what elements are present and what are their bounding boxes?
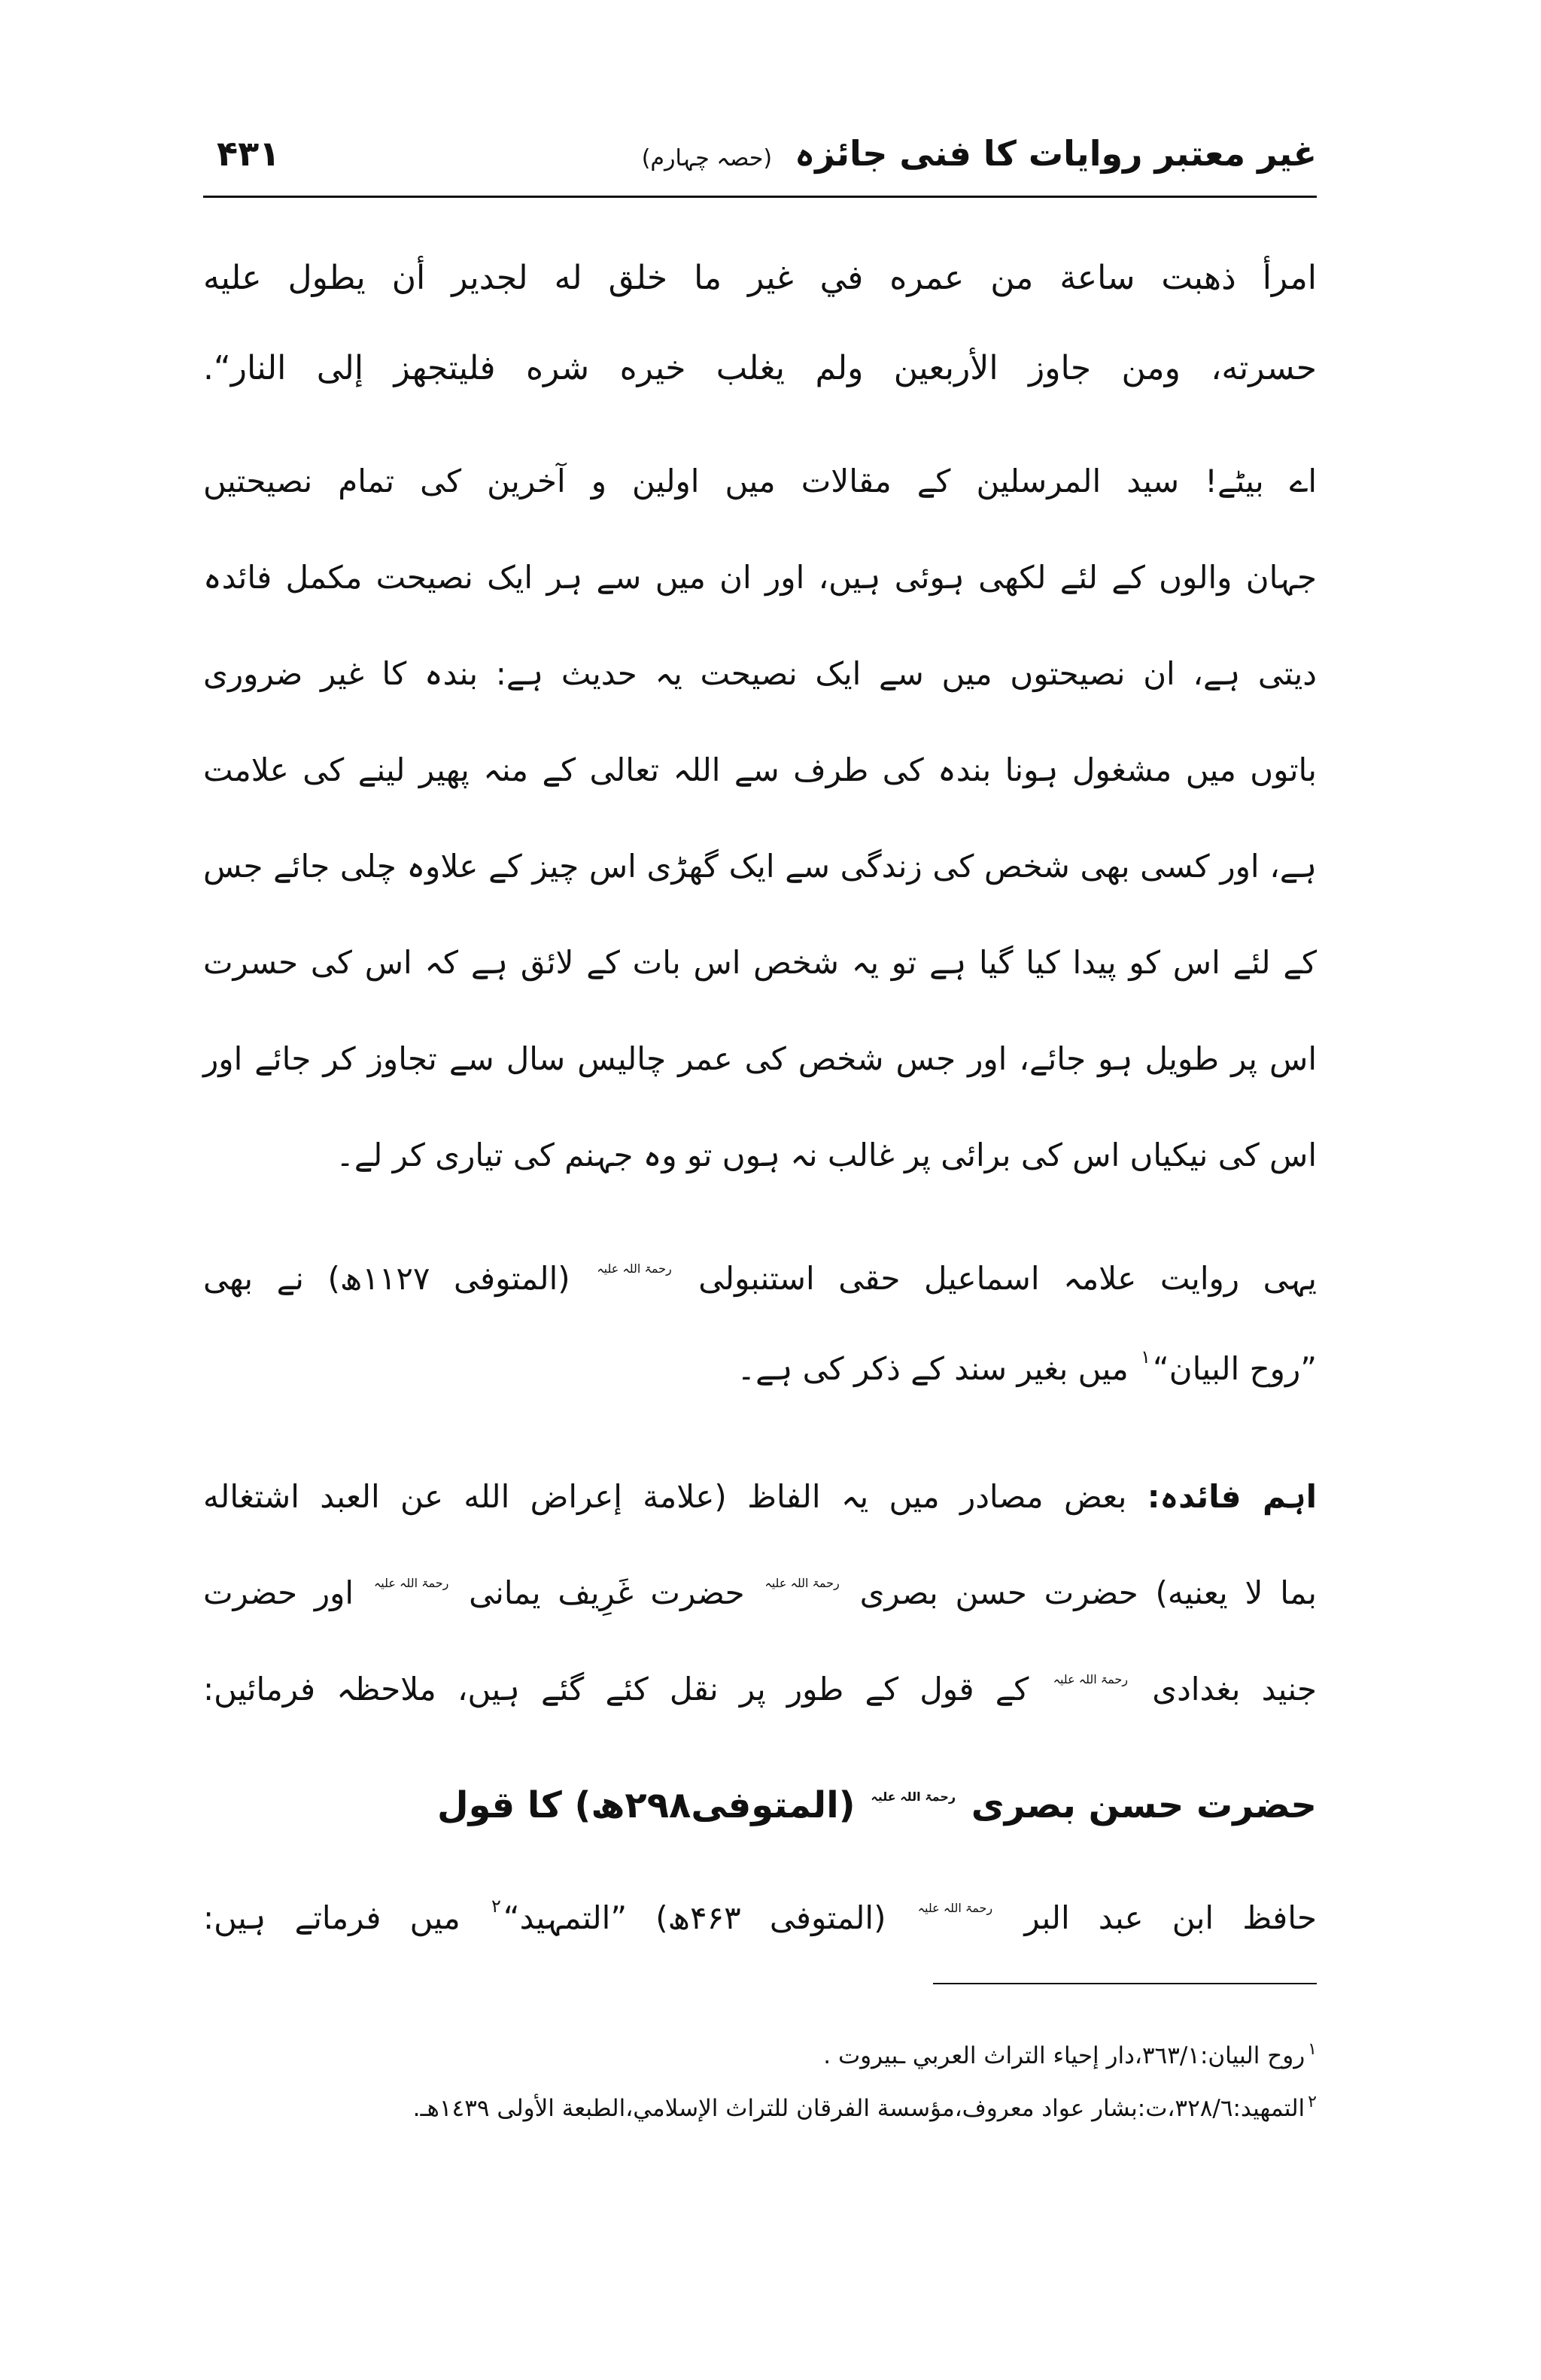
translation-line: باتوں میں مشغول ہونا بندہ کی طرف سے اللہ تعالی کے منہ پھیر لینے کی علامت xyxy=(203,751,1317,788)
running-header xyxy=(203,119,1317,188)
footnote-item xyxy=(203,2023,1317,2076)
footnote-marker: ۲ xyxy=(1308,2093,1317,2111)
translation-line: اس کی نیکیاں اس کی برائی پر غالب نہ ہوں تو وہ جہنم کی تیاری کر لے۔ xyxy=(336,1137,1317,1173)
narration-text: میں بغیر سند کے ذکر کی ہے۔ xyxy=(737,1350,1129,1387)
note-text: بعض مصادر میں یہ الفاظ (علامة إعراض الله عن العبد اشتغاله xyxy=(203,1478,1127,1515)
footnote-item xyxy=(203,2076,1317,2129)
narration-line xyxy=(203,1324,1317,1414)
note-line xyxy=(203,1545,1317,1641)
arabic-quote xyxy=(203,233,1317,414)
honorific-mark: رحمۃ اللہ علیہ xyxy=(1053,1672,1129,1686)
translation-line: اس پر طویل ہو جائے، اور جس شخص کی عمر چالیس سال سے تجاوز کر جائے اور xyxy=(203,1040,1317,1077)
note-text: حضرت غَرِیف یمانی xyxy=(469,1574,745,1611)
header-rule xyxy=(203,196,1317,198)
footnote-text: التمهيد:٣٢٨/٦،ت:بشار عواد معروف،مؤسسة الفرقان للتراث الإسلامي،الطبعة الأولى ١٤٣٩هـ. xyxy=(412,2095,1305,2122)
translation-line: ہے، اور کسی بھی شخص کی زندگی سے ایک گھڑی اس چیز کے علاوہ چلی جائے جس xyxy=(203,848,1317,885)
note-paragraph xyxy=(203,1449,1317,1738)
translation-line: جہان والوں کے لئے لکھی ہوئی ہیں، اور ان میں سے ہر ایک نصیحت مکمل فائدہ xyxy=(203,559,1317,596)
page-number: ۴۳۱ xyxy=(217,133,281,174)
translation-line: دیتی ہے، ان نصیحتوں میں سے ایک نصیحت یہ حدیث ہے: بندہ کا غیر ضروری xyxy=(203,655,1317,692)
book-part: (حصہ چہارم) xyxy=(641,145,773,172)
honorific-mark: رحمۃ اللہ علیہ xyxy=(764,1576,840,1590)
heading-text: (المتوفی۲۹۸ھ) کا قول xyxy=(436,1784,856,1826)
translation-paragraph xyxy=(203,433,1317,1204)
footnote-ref-1: ۱ xyxy=(1141,1346,1150,1368)
narration-paragraph xyxy=(203,1234,1317,1414)
book-title: غیر معتبر روایات کا فنی جائزہ xyxy=(795,133,1317,174)
intro-text: (المتوفی ۴۶۳ھ) ”التمہید“ xyxy=(503,1899,886,1936)
footnotes xyxy=(203,2023,1317,2129)
translation-line: اے بیٹے! سید المرسلین کے مقالات میں اولین و آخرین کی تمام نصیحتیں xyxy=(203,463,1317,499)
footnote-rule xyxy=(933,1983,1317,1984)
honorific-mark: رحمۃ اللہ علیہ xyxy=(597,1261,672,1276)
narration-text: یہی روایت علامہ اسماعیل حقی استنبولی xyxy=(698,1260,1317,1297)
heading-text: حضرت حسن بصری xyxy=(971,1784,1317,1826)
note-text: اور حضرت xyxy=(203,1574,354,1611)
narration-line xyxy=(203,1234,1317,1324)
book-reference: ”روح البیان“ xyxy=(1153,1350,1317,1387)
footnote-marker: ۱ xyxy=(1308,2040,1317,2059)
intro-text: حافظ ابن عبد البر xyxy=(1024,1899,1317,1936)
note-text: جنید بغدادی xyxy=(1152,1671,1317,1708)
note-text: بما لا يعنيه) حضرت حسن بصری xyxy=(859,1574,1318,1611)
intro-paragraph xyxy=(203,1873,1317,1963)
arabic-quote-line: امرأ ذهبت ساعة من عمره في غير ما خلق له لجدير أن يطول عليه xyxy=(203,259,1317,297)
note-text: کے قول کے طور پر نقل کئے گئے ہیں، ملاحظہ فرمائیں: xyxy=(203,1671,1029,1708)
section-heading xyxy=(203,1760,1317,1850)
arabic-quote-line: حسرته، ومن جاوز الأربعين ولم يغلب خيره شره فليتجهز إلى النار“. xyxy=(203,349,1317,387)
heading-line xyxy=(203,1760,1317,1850)
translation-line: کے لئے اس کو پیدا کیا گیا ہے تو یہ شخص اس بات کے لائق ہے کہ اس کی حسرت xyxy=(203,944,1317,981)
intro-text: میں فرماتے ہیں: xyxy=(203,1899,460,1936)
footnote-ref-2: ۲ xyxy=(491,1896,501,1917)
footnote-text: روح البيان:٣٦٣/١،دار إحياء التراث العربي ـبيروت . xyxy=(823,2042,1305,2069)
honorific-mark: رحمۃ اللہ علیہ xyxy=(917,1901,993,1915)
note-line xyxy=(203,1449,1317,1545)
narration-text: (المتوفی ۱۱۲۷ھ) نے بھی xyxy=(203,1260,570,1297)
intro-line xyxy=(203,1873,1317,1963)
honorific-mark: رحمۃ اللہ علیہ xyxy=(871,1790,956,1804)
honorific-mark: رحمۃ اللہ علیہ xyxy=(373,1576,449,1590)
book-title-group xyxy=(642,119,1317,193)
note-label: اہم فائدہ: xyxy=(1147,1478,1317,1515)
note-line xyxy=(203,1641,1317,1738)
